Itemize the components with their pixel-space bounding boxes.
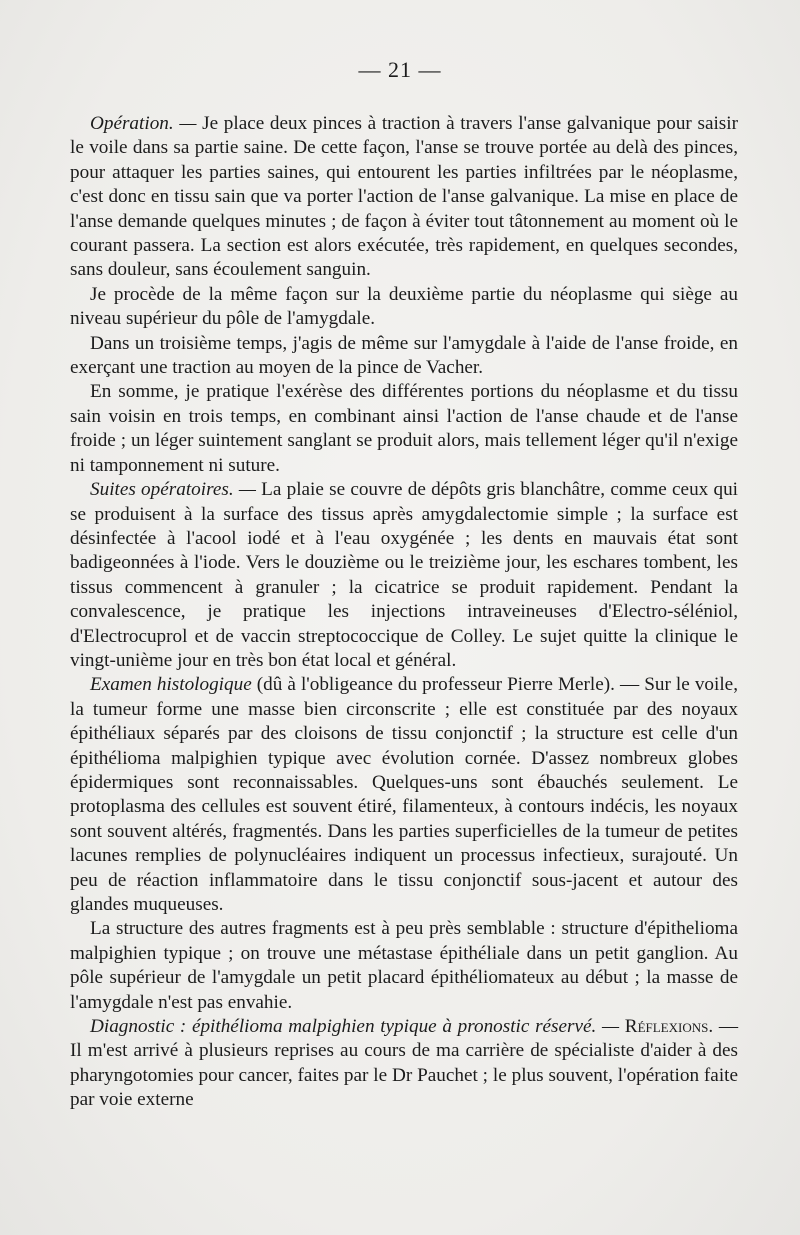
body-text (70, 112, 738, 1113)
paragraph-summary (70, 380, 738, 478)
section-heading-reflexions: Réflexions. (624, 1016, 714, 1038)
paragraph-text: Je procède de la même façon sur la deuxième partie du néoplasme qui siège au niveau supérieur du pôle de l'amygdale. (70, 283, 738, 330)
section-heading-suites: Suites opératoires. — (90, 479, 256, 501)
section-heading-examen: Examen histologique (90, 674, 252, 696)
paragraph-text: Dans un troisième temps, j'agis de même sur l'amygdale à l'aide de l'anse froide, en exerçant une traction au moyen de la pince de Vacher. (70, 332, 738, 379)
paragraph-examen-histologique (70, 673, 738, 917)
paragraph-text: La plaie se couvre de dépôts gris blanchâtre, comme ceux qui se produisent à la surface des tissus après amygdalectomie simple ; la surface est désinfectée à l'acool iodé et à l'eau oxygénée ; les dents en mauvais état sont badigeonnées à l'iode. Vers le douzième ou le treizième jour, les eschares tombent, les tissus commencent à granuler ; la cicatrice se produit rapidement. Pendant la convalescence, je pratique les injections intraveineuses d'Electro-séléniol, d'Electrocuprol et de vaccin streptococcique de Colley. Le sujet quitte la clinique le vingt-unième jour en très bon état local et général. (70, 479, 738, 671)
paragraph-operation (70, 112, 738, 283)
paragraph-third-step (70, 332, 738, 381)
paragraph-suites-operatoires (70, 478, 738, 673)
paragraph-text: La structure des autres fragments est à peu près semblable : structure d'épithelioma malpighien typique ; on trouve une métastase épithéliale dans un petit ganglion. Au pôle supérieur de l'amygdale un petit placard épithéliomateux au début ; la masse de l'amygdale n'est pas envahie. (70, 918, 738, 1013)
paragraph-text: (dû à l'obligeance du professeur Pierre Merle). — Sur le voile, la tumeur forme une masse bien circonscrite ; elle est constituée par des noyaux épithéliaux séparés par des cloisons de tissu conjonctif ; la structure est celle d'un épithélioma malpighien typique avec évolution cornée. D'assez nombreux globes épidermiques sont reconnaissables. Quelques-uns sont ébauchés seulement. Le protoplasma des cellules est souvent étiré, filamenteux, à contours indécis, les noyaux sont souvent altérés, fragmentés. Dans les parties superficielles de la tumeur de petites lacunes remplies de polynucléaires indiquent un processus infectieux, surajouté. Un peu de réaction inflammatoire dans le tissu conjonctif sous-jacent et autour des glandes muqueuses. (70, 674, 738, 915)
paragraph-diagnostic (70, 1015, 738, 1113)
paragraph-text: Je place deux pinces à traction à travers l'anse galvanique pour saisir le voile dans sa partie saine. De cette façon, l'anse se trouve portée au delà des pinces, pour attaquer les parties saines, qui entourent les parties infiltrées par le néoplasme, c'est donc en tissu sain que va porter l'action de l'anse galvanique. La mise en place de l'anse demande quelques minutes ; de façon à éviter tout tâtonnement au moment où le courant passera. La section est alors exécutée, très rapidement, en quelques secondes, sans douleur, sans écoulement sanguin. (70, 113, 738, 281)
section-heading-diagnostic: Diagnostic : épithélioma malpighien typique à pronostic réservé. — (90, 1016, 620, 1038)
page-number: — 21 — (358, 57, 442, 82)
section-heading-operation: Opération. — (90, 113, 197, 134)
paragraph-text: En somme, je pratique l'exérèse des différentes portions du néoplasme et du tissu sain voisin en trois temps, en combinant ainsi l'action de l'anse chaude et de l'anse froide ; un léger suintement sanglant se produit alors, mais tellement léger qu'il n'exige ni tamponnement ni suture. (70, 381, 738, 476)
paragraph-text: — Il m'est arrivé à plusieurs reprises au cours de ma carrière de spécialiste d'aider à des pharyngotomies pour cancer, faites par le Dr Pauchet ; le plus souvent, l'opération faite par voie externe (70, 1016, 739, 1111)
paragraph-structure (70, 917, 738, 1015)
paragraph-second-part (70, 283, 738, 332)
